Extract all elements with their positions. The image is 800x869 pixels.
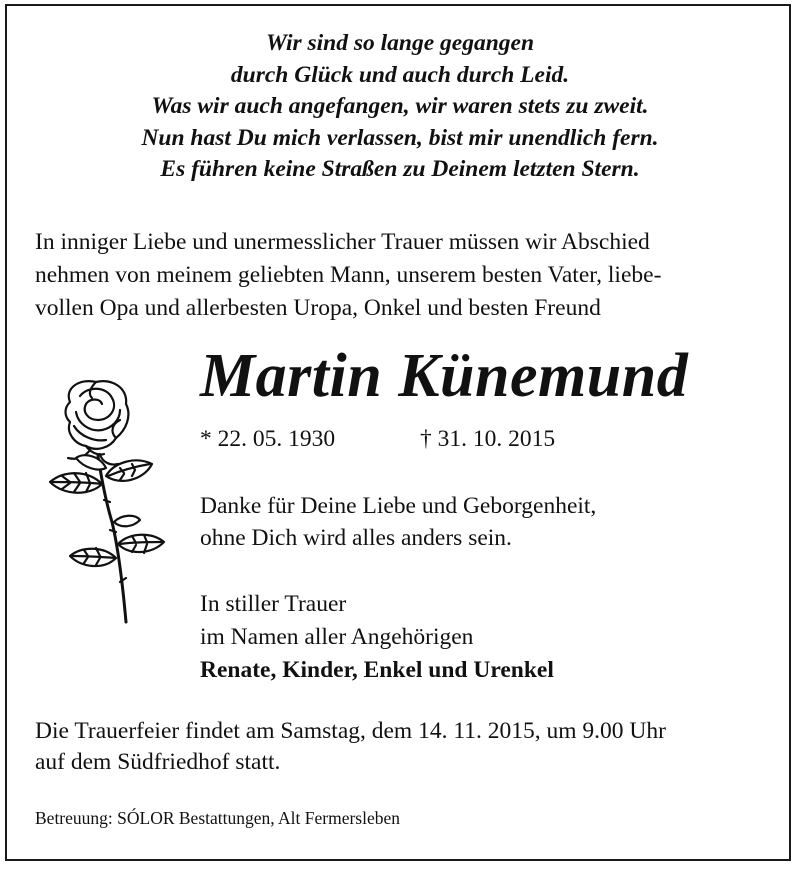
mourners-line-1: In stiller Trauer <box>200 591 347 617</box>
intro-line-1: In inniger Liebe und unermesslicher Trauer müssen wir Abschied <box>35 229 650 255</box>
mourners-block <box>200 588 554 687</box>
intro-text <box>35 226 775 325</box>
birth-date: * 22. 05. 1930 <box>200 426 336 452</box>
rose-icon <box>40 372 190 628</box>
thanks-line-2: ohne Dich wird alles anders sein. <box>200 525 512 551</box>
thanks-text <box>200 490 596 554</box>
ceremony-line-1: Die Trauerfeier findet am Samstag, dem 14. 11. 2015, um 9.00 Uhr <box>35 718 666 744</box>
life-dates <box>200 424 556 454</box>
poem-line-5: Es führen keine Straßen zu Deinem letzten Stern. <box>160 156 640 182</box>
intro-line-2: nehmen von meinem geliebten Mann, unserem besten Vater, liebe- <box>35 262 662 288</box>
poem <box>0 28 800 186</box>
ceremony-text <box>35 716 666 778</box>
mourners-line-2: im Namen aller Angehörigen <box>200 624 474 650</box>
funeral-home-note: Betreuung: SÓLOR Bestattungen, Alt Fermersleben <box>35 808 401 828</box>
poem-line-4: Nun hast Du mich verlassen, bist mir unendlich fern. <box>141 124 659 151</box>
deceased-name: Martin Künemund <box>200 342 689 410</box>
intro-line-3: vollen Opa und allerbesten Uropa, Onkel und besten Freund <box>35 295 601 321</box>
ceremony-line-2: auf dem Südfriedhof statt. <box>35 749 281 775</box>
thanks-line-1: Danke für Deine Liebe und Geborgenheit, <box>200 493 597 519</box>
poem-line-1: Wir sind so lange gegangen <box>265 30 535 56</box>
death-date: † 31. 10. 2015 <box>420 426 556 452</box>
mourners-names: Renate, Kinder, Enkel und Urenkel <box>200 657 554 683</box>
poem-line-2: durch Glück und auch durch Leid. <box>230 61 570 88</box>
poem-line-3: Was wir auch angefangen, wir waren stets zu zweit. <box>151 93 649 119</box>
